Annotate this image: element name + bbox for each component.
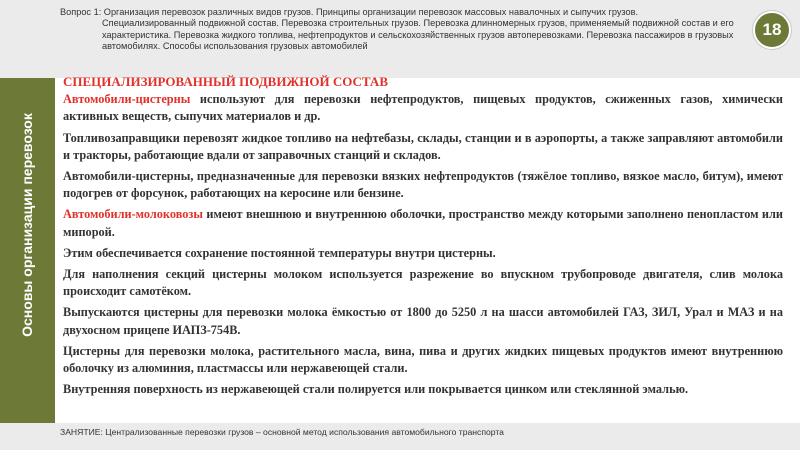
paragraph: Автомобили-цистерны, предназначенные для перевозки вязких нефтепродуктов (тяжёлое топливо, вязкое масло, битум), имеют подогрев от форсунок, работающих на керосине или бензине.: [63, 169, 783, 201]
paragraph: Цистерны для перевозки молока, растительного масла, вина, пива и других жидких пищевых продуктов имеют внутреннюю оболочку из алюминия, пластмассы или нержавеющей стали.: [63, 343, 783, 376]
header-band: [0, 0, 800, 78]
paragraph: [63, 206, 783, 240]
paragraph: [63, 91, 783, 125]
section-title: СПЕЦИАЛИЗИРОВАННЫЙ ПОДВИЖНОЙ СОСТАВ: [63, 74, 388, 89]
paragraph: Для наполнения секций цистерны молоком используется разрежение во впускном трубопроводе двигателя, слив молока происходит самотёком.: [63, 267, 783, 299]
slide-number-badge: 18: [753, 11, 791, 49]
paragraph: Топливозаправщики перевозят жидкое топливо на нефтебазы, склады, станции и в аэропорты, а также заправляют автомобили и тракторы, работающие вдали от заправочных станций и складов.: [63, 130, 783, 162]
sidebar-title: Основы организации перевозок: [19, 113, 35, 337]
header-text: [60, 7, 750, 53]
paragraph-text: используют для перевозки нефтепродуктов, пищевых продуктов, сжиженных газов, химически активных веществ, сыпучих материалов и др.: [63, 92, 783, 124]
slide-content: [63, 73, 783, 423]
highlight-term: Автомобили-молоковозы: [63, 207, 203, 222]
paragraph: Внутренняя поверхность из нержавеющей стали полируется или покрывается цинком или стеклянной эмалью.: [63, 382, 689, 397]
footer-band: [0, 423, 800, 450]
footer-text: ЗАНЯТИЕ: Централизованные перевозки грузов – основной метод использования автомобильного транспорта: [60, 427, 504, 437]
highlight-term: Автомобили-цистерны: [63, 92, 191, 107]
paragraph-text: имеют внешнюю и внутреннюю оболочки, пространство между которыми заполнено пенопластом или мипорой.: [63, 207, 783, 239]
paragraph: Выпускаются цистерны для перевозки молока ёмкостью от 1800 до 5250 л на шасси автомобилей ГАЗ, ЗИЛ, Урал и МАЗ и на двухосном прицепе ИАПЗ-754В.: [63, 305, 783, 337]
header-question-line: Вопрос 1: Организация перевозок различных видов грузов. Принципы организации перевозок массовых навалочных и сыпучих грузов.: [60, 7, 639, 17]
header-question-details: Специализированный подвижной состав. Перевозка строительных грузов. Перевозка длинномерных грузов, применяемый подвижной состав и его характеристика. Перевозка жидкого топлива, нефтепродуктов и сельскохозяйственных грузов автоперевозками. Перевозка пассажиров в грузовых автомобилях. Способы использования грузовых автомобилей: [102, 18, 734, 52]
paragraph: Этим обеспечивается сохранение постоянной температуры внутри цистерны.: [63, 245, 496, 260]
